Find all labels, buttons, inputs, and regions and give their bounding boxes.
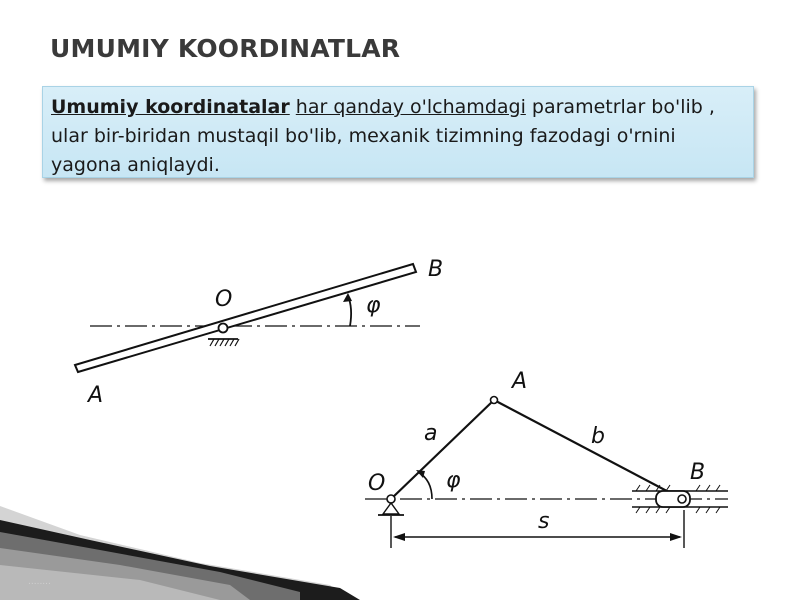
label-angle-top: φ (366, 293, 381, 318)
footer-text: ........ (28, 577, 51, 587)
label-angle-bottom: φ (446, 468, 461, 493)
label-b-top: B (428, 257, 444, 282)
label-link-b: b (591, 424, 605, 449)
label-o-top: O (215, 287, 233, 312)
label-distance-s: s (538, 509, 550, 534)
label-o-bottom: O (368, 471, 386, 496)
definition-text: parametrlar bo'lib , ular bir-biridan mustaqil bo'lib, mexanik tizimning fazodagi o'rnini yagona aniqlaydi. (51, 96, 715, 176)
label-b-bottom: B (690, 460, 706, 485)
label-a-bottom: A (512, 369, 528, 394)
slide-title: UMUMIY KOORDINATLAR (50, 34, 401, 63)
label-link-a: a (424, 421, 438, 446)
definition-lead: har qanday o'lchamdagi (295, 96, 526, 118)
definition-term: Umumiy koordinatalar (51, 96, 290, 118)
label-a-top: A (88, 383, 104, 408)
